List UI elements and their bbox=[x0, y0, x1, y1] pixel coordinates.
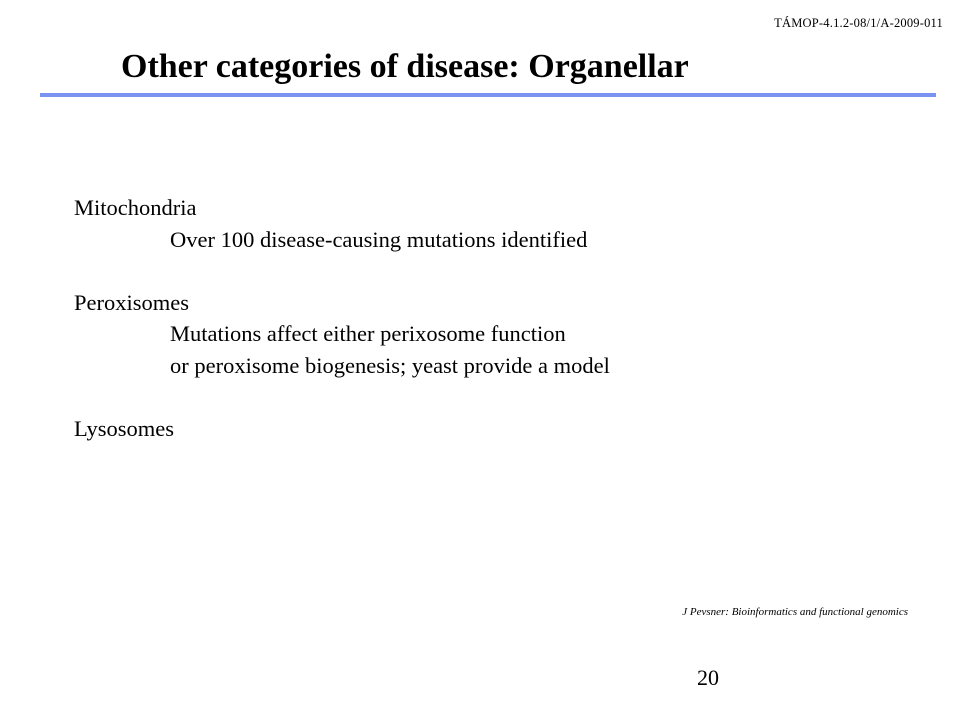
title-divider bbox=[40, 93, 936, 97]
slide-number: 20 bbox=[697, 665, 719, 690]
item-heading-mitochondria: Mitochondria bbox=[74, 195, 197, 220]
citation: J Pevsner: Bioinformatics and functional genomics bbox=[682, 606, 908, 618]
item-detail-mitochondria: Over 100 disease-causing mutations identified bbox=[170, 226, 588, 252]
item-detail-peroxisomes-1: Mutations affect either perixosome function bbox=[170, 321, 566, 346]
slide-title: Other categories of disease: Organellar bbox=[121, 48, 689, 85]
project-code: TÁMOP-4.1.2-08/1/A-2009-011 bbox=[774, 16, 943, 30]
spacer bbox=[74, 255, 610, 287]
slide-body bbox=[74, 192, 610, 444]
item-heading-lysosomes: Lysosomes bbox=[74, 415, 175, 441]
item-heading-peroxisomes: Peroxisomes bbox=[74, 289, 189, 315]
item-detail-peroxisomes-2: or peroxisome biogenesis; yeast provide a model bbox=[170, 352, 610, 378]
spacer bbox=[74, 381, 610, 413]
